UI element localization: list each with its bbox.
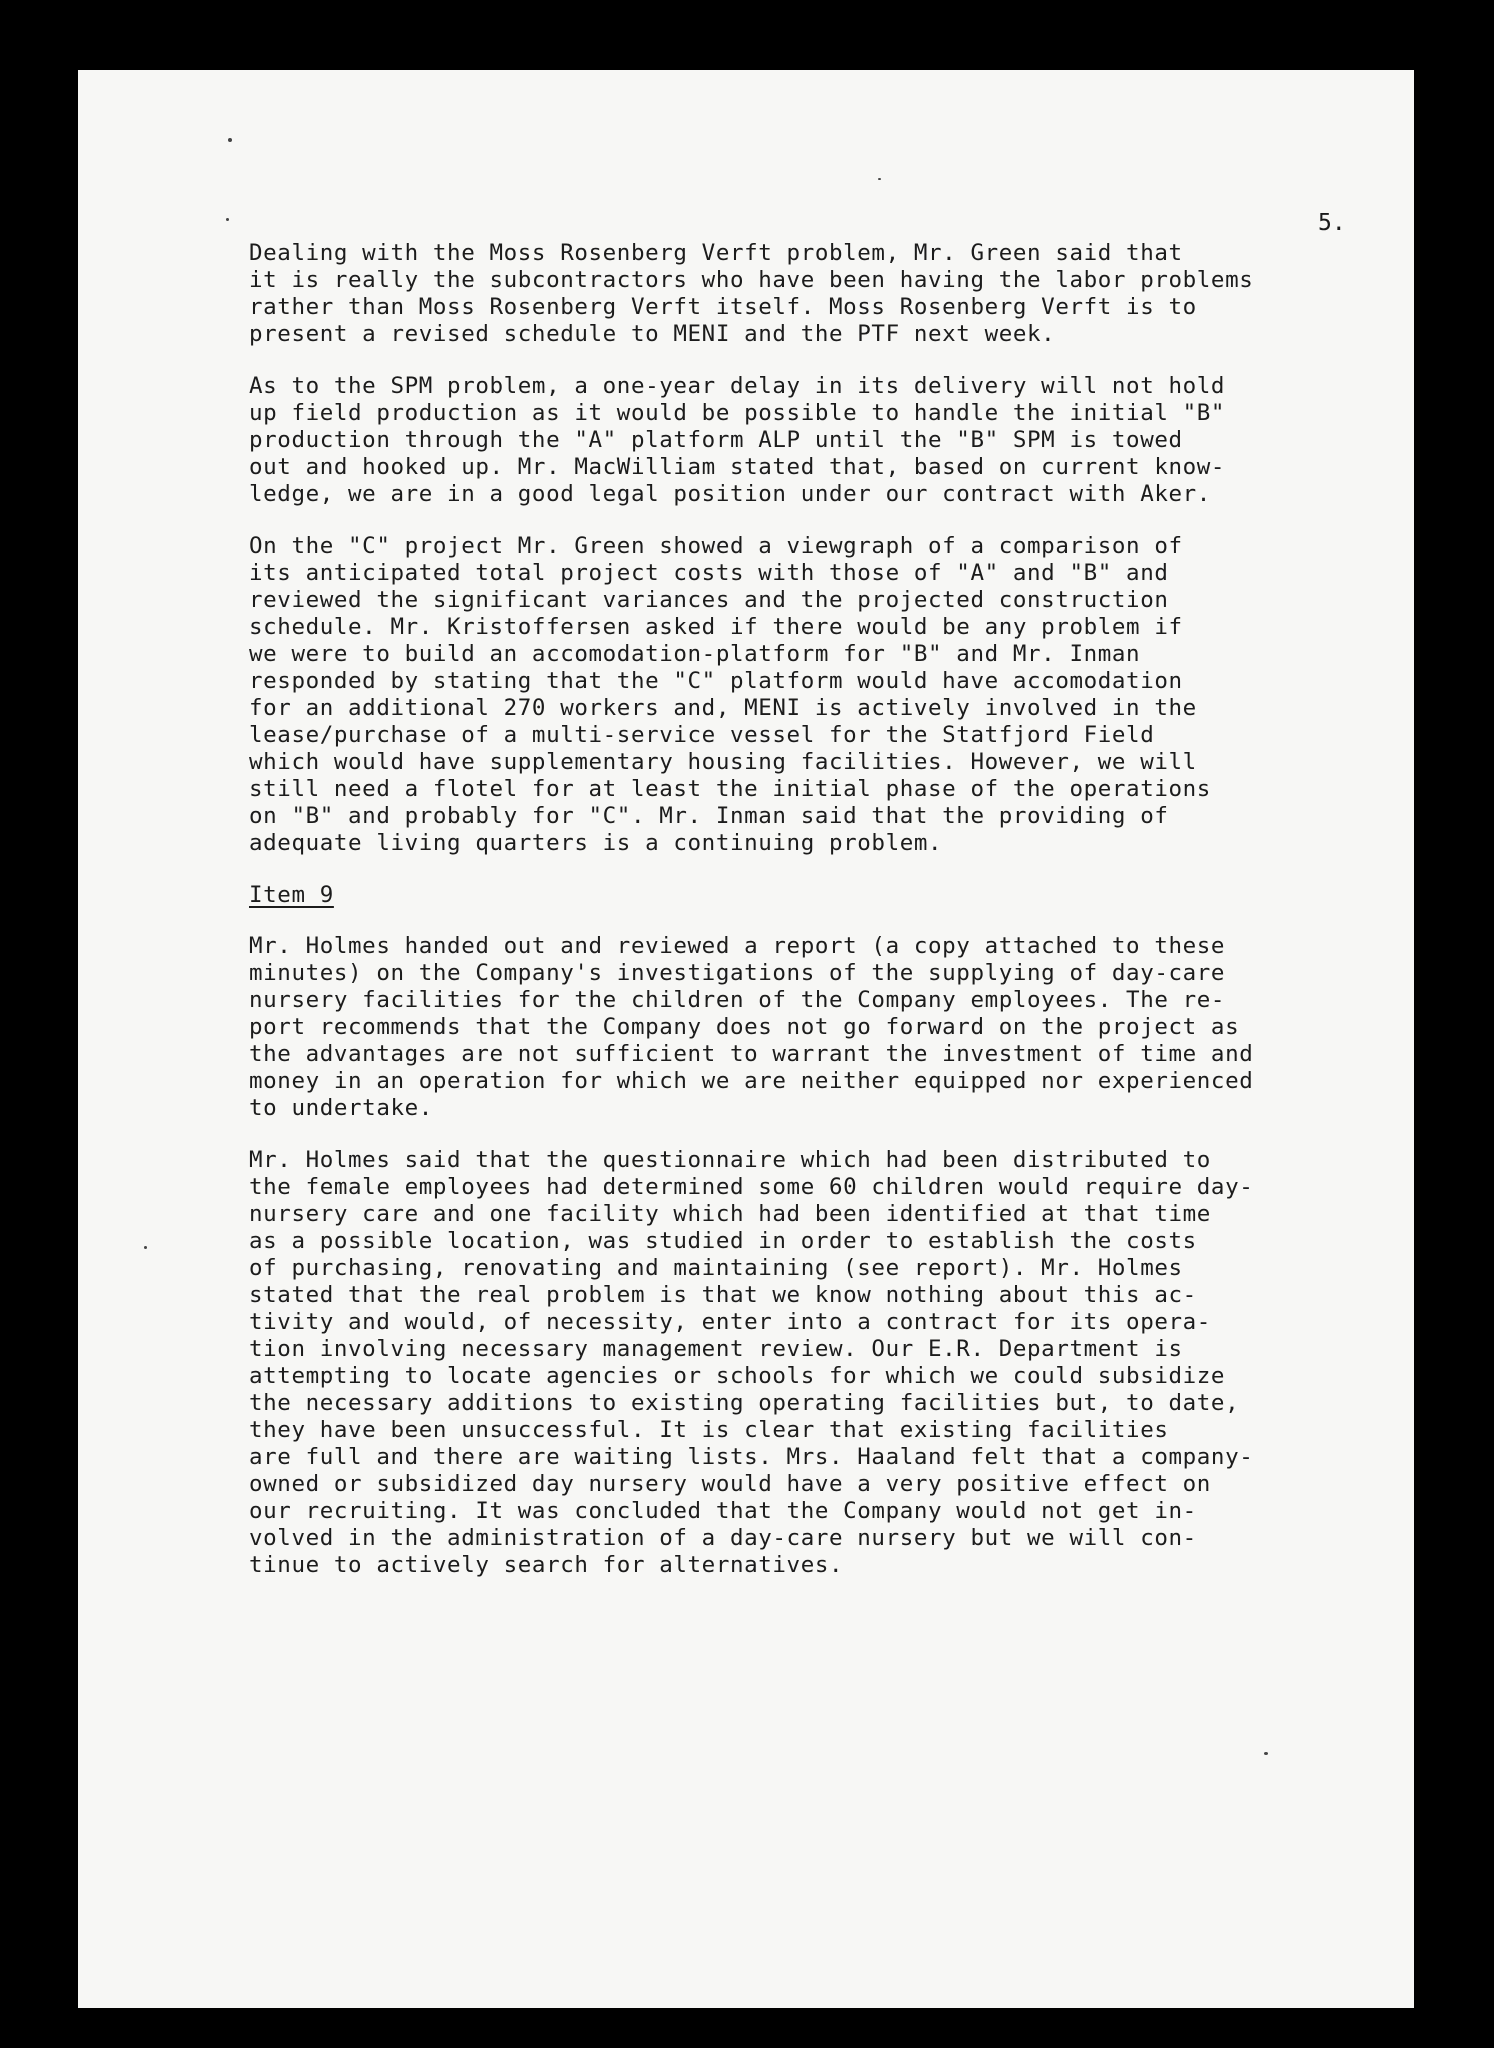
- scan-speck: [144, 1246, 147, 1249]
- text-line: attempting to locate agencies or schools for which we could subsidize: [249, 1363, 1226, 1389]
- text-line: as a possible location, was studied in order to establish the costs: [249, 1228, 1197, 1254]
- text-line: Mr. Holmes handed out and reviewed a report (a copy attached to these: [249, 933, 1226, 959]
- paragraph: [249, 373, 1289, 508]
- text-line: the necessary additions to existing operating facilities but, to date,: [249, 1390, 1240, 1416]
- text-line: tion involving necessary management review. Our E.R. Department is: [249, 1336, 1183, 1362]
- text-line: stated that the real problem is that we know nothing about this ac-: [249, 1282, 1197, 1308]
- text-line: of purchasing, renovating and maintaining (see report). Mr. Holmes: [249, 1255, 1183, 1281]
- item-heading: Item 9: [249, 882, 334, 908]
- text-line: we were to build an accomodation-platform for "B" and Mr. Inman: [249, 641, 1141, 667]
- text-line: tivity and would, of necessity, enter into a contract for its opera-: [249, 1309, 1211, 1335]
- text-line: which would have supplementary housing facilities. However, we will: [249, 749, 1197, 775]
- text-line: volved in the administration of a day-care nursery but we will con-: [249, 1525, 1197, 1551]
- text-line: Mr. Holmes said that the questionnaire which had been distributed to: [249, 1147, 1211, 1173]
- text-line: it is really the subcontractors who have been having the labor problems: [249, 267, 1254, 293]
- paragraph: [249, 1147, 1289, 1579]
- text-line: for an additional 270 workers and, MENI is actively involved in the: [249, 695, 1197, 721]
- text-line: reviewed the significant variances and the projected construction: [249, 587, 1169, 613]
- text-line: they have been unsuccessful. It is clear that existing facilities: [249, 1417, 1169, 1443]
- text-line: out and hooked up. Mr. MacWilliam stated that, based on current know-: [249, 454, 1226, 480]
- text-line: minutes) on the Company's investigations of the supplying of day-care: [249, 960, 1226, 986]
- text-line: production through the "A" platform ALP until the "B" SPM is towed: [249, 427, 1183, 453]
- text-line: ledge, we are in a good legal position under our contract with Aker.: [249, 481, 1211, 507]
- text-line: our recruiting. It was concluded that the Company would not get in-: [249, 1498, 1197, 1524]
- text-line: present a revised schedule to MENI and the PTF next week.: [249, 321, 1056, 347]
- scan-speck: [228, 138, 232, 142]
- text-line: As to the SPM problem, a one-year delay in its delivery will not hold: [249, 373, 1226, 399]
- text-line: are full and there are waiting lists. Mrs. Haaland felt that a company-: [249, 1444, 1254, 1470]
- text-line: its anticipated total project costs with those of "A" and "B" and: [249, 560, 1169, 586]
- text-line: to undertake.: [249, 1095, 433, 1121]
- text-line: Dealing with the Moss Rosenberg Verft problem, Mr. Green said that: [249, 240, 1183, 266]
- scan-speck: [1264, 1752, 1268, 1755]
- scan-speck: [226, 218, 229, 221]
- text-line: still need a flotel for at least the initial phase of the operations: [249, 776, 1211, 802]
- text-line: the advantages are not sufficient to warrant the investment of time and: [249, 1041, 1254, 1067]
- text-line: rather than Moss Rosenberg Verft itself. Moss Rosenberg Verft is to: [249, 294, 1197, 320]
- paragraph: [249, 533, 1289, 857]
- paragraphs-section-a: [249, 240, 1289, 857]
- text-line: On the "C" project Mr. Green showed a viewgraph of a comparison of: [249, 533, 1183, 559]
- text-line: nursery care and one facility which had been identified at that time: [249, 1201, 1211, 1227]
- text-line: on "B" and probably for "C". Mr. Inman said that the providing of: [249, 803, 1169, 829]
- text-line: schedule. Mr. Kristoffersen asked if there would be any problem if: [249, 614, 1183, 640]
- text-line: the female employees had determined some 60 children would require day-: [249, 1174, 1254, 1200]
- text-line: port recommends that the Company does not go forward on the project as: [249, 1014, 1240, 1040]
- text-line: adequate living quarters is a continuing problem.: [249, 830, 943, 856]
- paragraph: [249, 240, 1289, 348]
- text-line: lease/purchase of a multi-service vessel for the Statfjord Field: [249, 722, 1155, 748]
- page-number: 5.: [1318, 210, 1346, 236]
- text-line: owned or subsidized day nursery would have a very positive effect on: [249, 1471, 1211, 1497]
- paragraph: [249, 933, 1289, 1122]
- document-body: [249, 240, 1289, 1604]
- text-line: money in an operation for which we are neither equipped nor experienced: [249, 1068, 1254, 1094]
- text-line: tinue to actively search for alternatives.: [249, 1552, 844, 1578]
- text-line: up field production as it would be possible to handle the initial "B": [249, 400, 1226, 426]
- text-line: nursery facilities for the children of the Company employees. The re-: [249, 987, 1226, 1013]
- scan-speck: [878, 178, 881, 180]
- paragraphs-section-b: [249, 933, 1289, 1579]
- text-line: responded by stating that the "C" platform would have accomodation: [249, 668, 1183, 694]
